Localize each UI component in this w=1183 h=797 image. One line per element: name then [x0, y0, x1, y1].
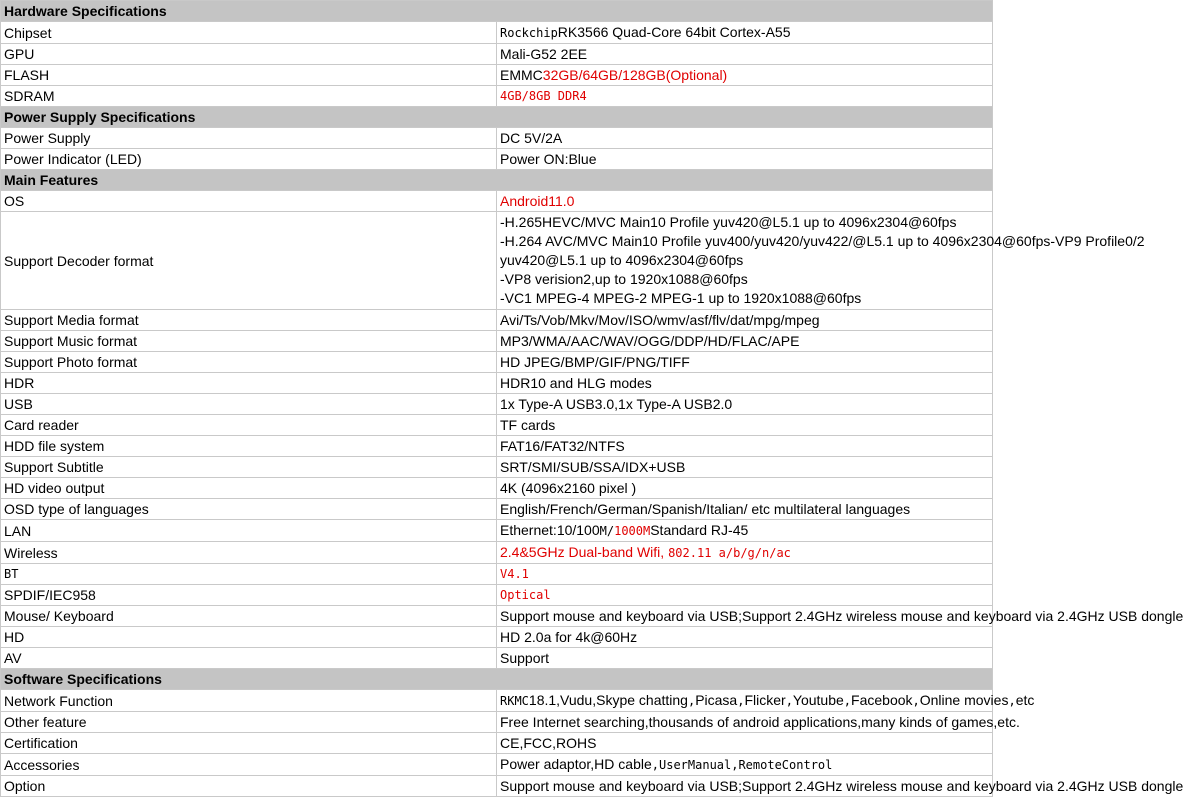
value-part: RKMC [500, 694, 529, 708]
value-part: , [843, 694, 852, 708]
row-label: GPU [1, 44, 497, 65]
value-part: Rockchip [500, 26, 558, 40]
row-value: Power ON:Blue [497, 149, 993, 170]
value-part: 2.4&5GHz Dual-band Wifi [500, 544, 661, 560]
row-label: Network Function [1, 690, 497, 712]
value-part: 802.11 a/b/g/n/ac [668, 546, 791, 560]
row-label: Wireless [1, 542, 497, 564]
table-row [1, 22, 993, 44]
row-value: 4K (4096x2160 pixel ) [497, 478, 993, 499]
value-part: RK3566 Quad-Core 64bit Cortex-A55 [557, 24, 791, 40]
row-value: English/French/German/Spanish/Italian/ etc multilateral languages [497, 499, 993, 520]
row-label: HD video output [1, 478, 497, 499]
value-part: , [912, 694, 920, 708]
value-part: , [687, 694, 696, 708]
table-row [1, 754, 993, 776]
decoder-line: -H.265HEVC/MVC Main10 Profile yuv420@L5.1 up to 4096x2304@60fps [500, 214, 957, 230]
row-label: Support Media format [1, 310, 497, 331]
table-row [1, 149, 993, 170]
value-part: etc [1015, 692, 1035, 708]
row-label: Card reader [1, 415, 497, 436]
table-row [1, 478, 993, 499]
value-part: Youtube [792, 692, 844, 708]
row-value: CE,FCC,ROHS [497, 733, 993, 754]
table-row [1, 712, 993, 733]
row-value [497, 212, 1145, 310]
decoder-line: -H.264 AVC/MVC Main10 Profile yuv400/yuv420/yuv422/@L5.1 up to 4096x2304@60fps-VP9 Profile0/2 [500, 233, 1145, 249]
value-part: Picasa [695, 692, 738, 708]
decoder-line: yuv420@L5.1 up to 4096x2304@60fps [500, 252, 744, 268]
row-value: Support mouse and keyboard via USB;Support 2.4GHz wireless mouse and keyboard via 2.4GHz USB dongle [497, 776, 993, 797]
row-value: MP3/WMA/AAC/WAV/OGG/DDP/HD/FLAC/APE [497, 331, 993, 352]
decoder-line: -VC1 MPEG-4 MPEG-2 MPEG-1 up to 1920x1088@60fps [500, 290, 862, 306]
row-label: SPDIF/IEC958 [1, 585, 497, 606]
row-value: Mali-G52 2EE [497, 44, 993, 65]
value-part: Power adaptor,HD cable [500, 756, 652, 772]
section-power [1, 107, 993, 128]
row-value [497, 690, 1035, 712]
row-label: Power Indicator (LED) [1, 149, 497, 170]
row-value: FAT16/FAT32/NTFS [497, 436, 993, 457]
table-row [1, 373, 993, 394]
table-row [1, 520, 993, 542]
table-row [1, 352, 993, 373]
table-row [1, 542, 993, 564]
table-row [1, 776, 993, 797]
value-part: M/ [599, 524, 615, 538]
section-hardware [1, 1, 993, 22]
value-part: , [660, 544, 669, 560]
section-title: Hardware Specifications [1, 1, 993, 22]
table-row [1, 191, 993, 212]
value-part: , [1008, 694, 1016, 708]
row-value: Support [497, 648, 993, 669]
row-value: TF cards [497, 415, 993, 436]
table-row [1, 436, 993, 457]
row-label: Chipset [1, 22, 497, 44]
table-row [1, 331, 993, 352]
table-row [1, 394, 993, 415]
row-value: DC 5V/2A [497, 128, 993, 149]
value-part: Facebook [851, 692, 913, 708]
row-value [497, 520, 993, 542]
row-label: HDD file system [1, 436, 497, 457]
row-label: Certification [1, 733, 497, 754]
row-label: Other feature [1, 712, 497, 733]
section-main [1, 170, 993, 191]
table-row [1, 648, 993, 669]
table-row [1, 44, 993, 65]
row-label: Accessories [1, 754, 497, 776]
row-value [497, 542, 993, 564]
row-value: Free Internet searching,thousands of android applications,many kinds of games,etc. [497, 712, 993, 733]
row-label: FLASH [1, 65, 497, 86]
row-label: Support Photo format [1, 352, 497, 373]
row-label: HDR [1, 373, 497, 394]
row-value: V4.1 [497, 564, 993, 585]
table-row [1, 733, 993, 754]
value-part: Standard RJ-45 [650, 522, 749, 538]
value-part: ,UserManual,RemoteControl [651, 758, 833, 772]
table-row [1, 585, 993, 606]
row-value [497, 22, 993, 44]
table-row [1, 606, 993, 627]
value-part: Online movies [919, 692, 1009, 708]
value-part: Ethernet:10/100 [500, 522, 600, 538]
row-value [497, 754, 993, 776]
table-row [1, 564, 993, 585]
table-row [1, 86, 993, 107]
table-row [1, 415, 993, 436]
value-part: 1000M [614, 524, 651, 538]
row-label: Option [1, 776, 497, 797]
section-software [1, 669, 993, 690]
table-row [1, 65, 993, 86]
row-value: HDR10 and HLG modes [497, 373, 993, 394]
row-value: HD 2.0a for 4k@60Hz [497, 627, 993, 648]
row-value: Support mouse and keyboard via USB;Support 2.4GHz wireless mouse and keyboard via 2.4GHz USB dongle [497, 606, 993, 627]
row-label: Mouse/ Keyboard [1, 606, 497, 627]
row-value: SRT/SMI/SUB/SSA/IDX+USB [497, 457, 993, 478]
row-value: Avi/Ts/Vob/Mkv/Mov/ISO/wmv/asf/flv/dat/mpg/mpeg [497, 310, 993, 331]
row-label: OSD type of languages [1, 499, 497, 520]
table-row [1, 128, 993, 149]
value-part: , [737, 694, 745, 708]
row-label: Power Supply [1, 128, 497, 149]
value-part: 18.1,Vudu,Skype chatting [528, 692, 688, 708]
value-part: Flicker [744, 692, 786, 708]
row-value: HD JPEG/BMP/GIF/PNG/TIFF [497, 352, 993, 373]
table-row [1, 627, 993, 648]
value-part: EMMC [500, 67, 543, 83]
section-title: Power Supply Specifications [1, 107, 993, 128]
row-label: Support Subtitle [1, 457, 497, 478]
row-label: HD [1, 627, 497, 648]
row-label: Support Music format [1, 331, 497, 352]
row-value [497, 65, 993, 86]
row-value: 1x Type-A USB3.0,1x Type-A USB2.0 [497, 394, 993, 415]
table-row [1, 310, 993, 331]
row-label: BT [1, 564, 497, 585]
row-label: USB [1, 394, 497, 415]
row-label: SDRAM [1, 86, 497, 107]
row-value: 4GB/8GB DDR4 [497, 86, 993, 107]
table-row [1, 690, 993, 712]
table-row [1, 457, 993, 478]
row-value: Android11.0 [497, 191, 993, 212]
value-part: 32GB/64GB/128GB [542, 67, 666, 83]
row-label: OS [1, 191, 497, 212]
row-label: Support Decoder format [1, 212, 497, 310]
section-title: Main Features [1, 170, 993, 191]
row-value: Optical [497, 585, 993, 606]
value-part: , [785, 694, 793, 708]
section-title: Software Specifications [1, 669, 993, 690]
row-label: LAN [1, 520, 497, 542]
decoder-line: -VP8 verision2,up to 1920x1088@60fps [500, 271, 748, 287]
table-row [1, 212, 993, 310]
table-row [1, 499, 993, 520]
row-label: AV [1, 648, 497, 669]
value-part: (Optional) [665, 67, 728, 83]
